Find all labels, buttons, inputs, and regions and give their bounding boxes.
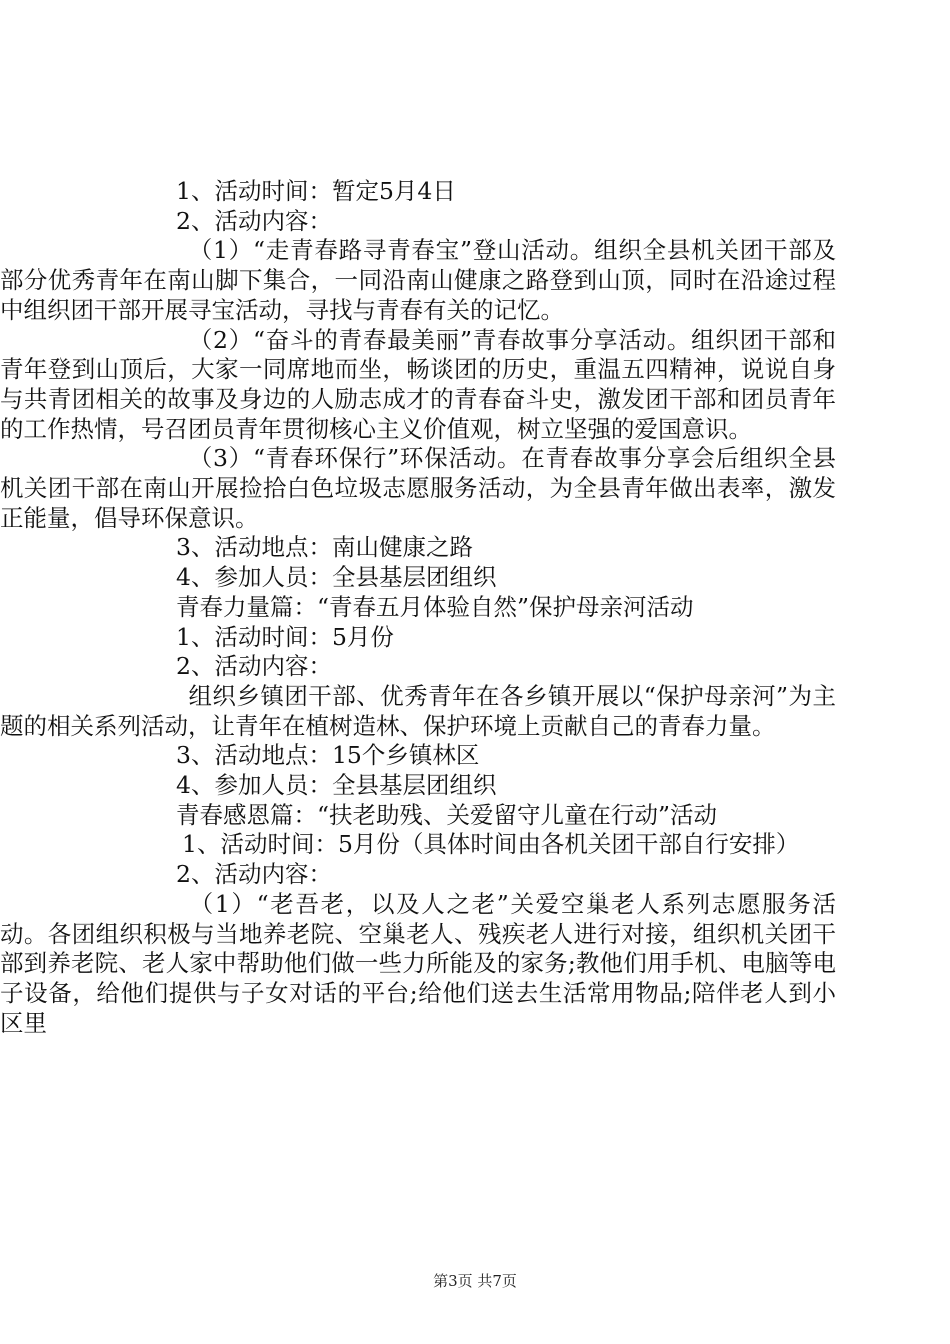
paragraph-activity-content-1: 2、活动内容： (176, 206, 332, 235)
paragraph-elderly-care (0, 890, 836, 1039)
paragraph-participants-2: 4、参加人员：全县基层团组织 (176, 771, 497, 800)
section-heading-youth-power: 青春力量篇：“青春五月体验自然”保护母亲河活动 (176, 592, 694, 621)
paragraph-activity-time-3-text: 1、活动时间：5月份（具体时间由各机关团干部自行安排） (182, 830, 800, 859)
paragraph-eco-activity (0, 444, 836, 533)
paragraph-activity-time-3 (0, 830, 836, 860)
paragraph-river-protection-text: 组织乡镇团干部、优秀青年在各乡镇开展以“保护母亲河”为主题的相关系列活动，让青年在植树造林、保护环境上贡献自己的青春力量。 (0, 681, 836, 740)
paragraph-activity-time-1: 1、活动时间：暂定5月4日 (176, 177, 456, 205)
section-heading-gratitude: 青春感恩篇：“扶老助残、关爱留守儿童在行动”活动 (176, 800, 718, 829)
paragraph-eco-activity-text: （3）“青春环保行”环保活动。在青春故事分享会后组织全县机关团干部在南山开展捡拾白色垃圾志愿服务活动，为全县青年做出表率，激发正能量，倡导环保意识。 (0, 444, 836, 532)
paragraph-activity-time-2: 1、活动时间：5月份 (176, 622, 394, 651)
paragraph-story-sharing (0, 326, 836, 445)
paragraph-activity-content-2: 2、活动内容： (176, 652, 332, 681)
paragraph-activity-location-2: 3、活动地点：15个乡镇林区 (176, 741, 480, 770)
paragraph-story-sharing-text: （2）“奋斗的青春最美丽”青春故事分享活动。组织团干部和青年登到山顶后，大家一同席地而坐，畅谈团的历史，重温五四精神，说说自身与共青团相关的故事及身边的人励志成才的青春奋斗史，激发团干部和团员青年的工作热情，号召团员青年贯彻核心主义价值观，树立坚强的爱国意识。 (0, 325, 836, 443)
paragraph-participants-1: 4、参加人员：全县基层团组织 (176, 563, 497, 592)
paragraph-activity-location-1: 3、活动地点：南山健康之路 (176, 533, 473, 562)
document-body (0, 177, 836, 1038)
paragraph-elderly-care-text: （1）“老吾老，以及人之老”关爱空巢老人系列志愿服务活动。各团组织积极与当地养老院、空巢老人、残疾老人进行对接，组织机关团干部到养老院、老人家中帮助他们做一些力所能及的家务;教他们用手机、电脑等电子设备，给他们提供与子女对话的平台;给他们送去生活常用物品;陪伴老人到小区里 (0, 889, 836, 1037)
paragraph-activity-content-3: 2、活动内容： (176, 860, 332, 889)
paragraph-river-protection (0, 682, 836, 741)
paragraph-hiking-activity (0, 236, 836, 325)
page-footer: 第3页 共7页 (433, 1272, 517, 1290)
paragraph-hiking-activity-text: （1）“走青春路寻青春宝”登山活动。组织全县机关团干部及部分优秀青年在南山脚下集合，一同沿南山健康之路登到山顶，同时在沿途过程中组织团干部开展寻宝活动，寻找与青春有关的记忆。 (0, 236, 836, 324)
